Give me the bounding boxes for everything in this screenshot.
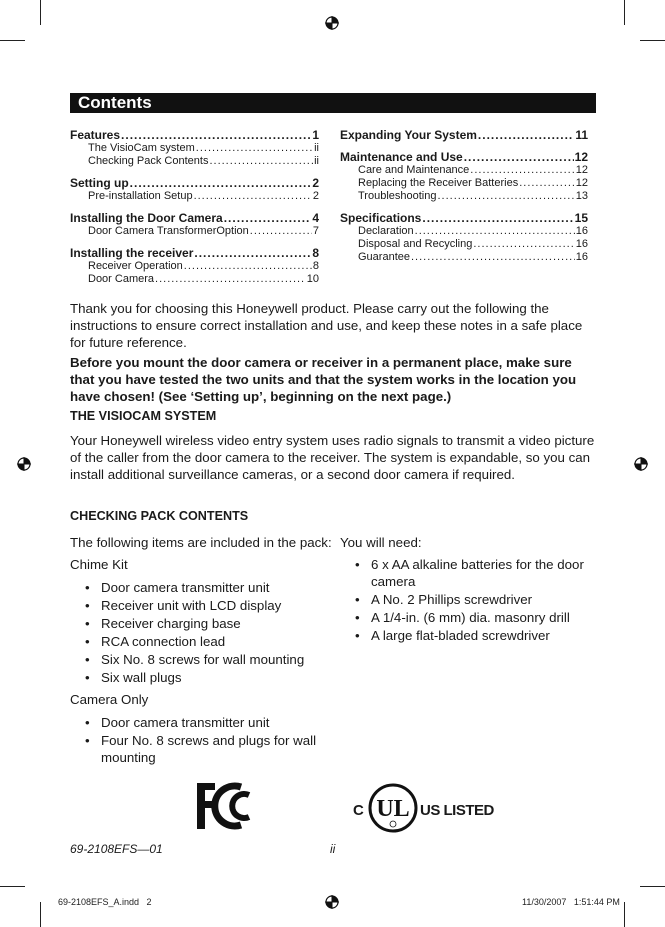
ul-listed-text: US LISTED (420, 802, 494, 819)
toc-leader-dots (155, 273, 306, 286)
list-item: • Six No. 8 screws for wall mounting (70, 651, 332, 668)
toc-leader-dots (470, 164, 574, 177)
toc-entry-page: 4 (312, 211, 319, 225)
crop-mark (640, 886, 665, 887)
list-item: • Door camera transmitter unit (70, 579, 332, 596)
toc-entry-page: 16 (575, 251, 588, 263)
list-item: • A 1/4-in. (6 mm) dia. masonry drill (340, 609, 602, 626)
toc-entry (340, 177, 588, 190)
svg-text:UL: UL (376, 796, 410, 822)
toc-leader-dots (224, 211, 312, 225)
toc-leader-dots (121, 128, 311, 142)
toc-entry-title: Installing the receiver (70, 246, 194, 260)
camera-only-label: Camera Only (70, 692, 149, 707)
toc-entry-page: 11 (575, 128, 588, 142)
toc-left-column (70, 128, 319, 286)
toc-entry-page: 8 (312, 260, 319, 272)
list-item: • Receiver charging base (70, 615, 332, 632)
toc-entry-title: The VisioCam system (88, 142, 195, 154)
toc-leader-dots (184, 260, 312, 273)
contents-title: Contents (78, 93, 152, 112)
toc-entry (70, 225, 319, 238)
toc-entry-page: 13 (575, 190, 588, 202)
toc-entry (70, 142, 319, 155)
toc-leader-dots (411, 251, 575, 264)
toc-entry-title: Disposal and Recycling (358, 238, 473, 250)
toc-entry (340, 211, 588, 225)
list-item: • A large flat-bladed screwdriver (340, 627, 602, 644)
toc-entry-page: 12 (575, 164, 588, 176)
toc-leader-dots (194, 246, 311, 260)
toc-entry (70, 273, 319, 286)
registration-mark-icon (633, 456, 649, 472)
fcc-logo-icon (195, 781, 259, 831)
list-item: • Door camera transmitter unit (70, 714, 332, 731)
toc-entry-title: Installing the Door Camera (70, 211, 223, 225)
toc-leader-dots (196, 142, 313, 155)
toc-entry-page: 16 (575, 225, 588, 237)
toc-entry-page: 1 (312, 128, 319, 142)
toc-entry-page: 7 (312, 225, 319, 237)
toc-leader-dots (422, 211, 573, 225)
crop-mark (624, 0, 625, 25)
intro-paragraph: Thank you for choosing this Honeywell product. Please carry out the following the instructions to ensure correct installation and use, and keep these notes in a safe place for future reference. (70, 301, 583, 350)
list-item: • A No. 2 Phillips screwdriver (340, 591, 602, 608)
fcc-logo (195, 781, 259, 831)
you-will-need-list (340, 556, 602, 644)
toc-entry-title: Maintenance and Use (340, 150, 463, 164)
toc-entry-title: Care and Maintenance (358, 164, 470, 176)
toc-entry-title: Door Camera TransformerOption (88, 225, 249, 237)
toc-entry (70, 246, 319, 260)
toc-entry-page: 12 (575, 177, 588, 189)
ul-listed-logo (353, 783, 498, 833)
toc-right-column (340, 128, 588, 264)
toc-entry-title: Checking Pack Contents (88, 155, 209, 167)
toc-leader-dots (130, 176, 312, 190)
registration-mark-icon (16, 456, 32, 472)
slug-timestamp: 11/30/2007 1:51:44 PM (522, 897, 620, 907)
toc-entry (340, 190, 588, 203)
crop-mark (0, 886, 25, 887)
toc-entry-title: Door Camera (88, 273, 155, 285)
toc-entry (70, 190, 319, 203)
toc-leader-dots (415, 225, 575, 238)
toc-entry-title: Expanding Your System (340, 128, 477, 142)
toc-leader-dots (250, 225, 312, 238)
crop-mark (40, 902, 41, 927)
toc-entry-page: 15 (574, 211, 588, 225)
ul-c-mark: C (353, 802, 364, 819)
chime-kit-label: Chime Kit (70, 557, 128, 572)
toc-entry-title: Features (70, 128, 121, 142)
toc-leader-dots (194, 190, 312, 203)
visiocam-paragraph: Your Honeywell wireless video entry system uses radio signals to transmit a video picture of the caller from the door camera to the receiver. The system is expandable, so you can install additional surveillance cameras, or a second door camera if required. (70, 433, 595, 482)
crop-mark (40, 0, 41, 25)
toc-entry (340, 238, 588, 251)
toc-leader-dots (209, 155, 313, 168)
contents-header (70, 93, 596, 113)
toc-entry-title: Troubleshooting (358, 190, 437, 202)
toc-entry-page: ii (314, 142, 319, 154)
camera-only-list (70, 714, 332, 766)
registration-mark-icon (324, 894, 340, 910)
crop-mark (640, 40, 665, 41)
doc-number: 69-2108EFS—01 (70, 842, 163, 856)
toc-leader-dots (519, 177, 575, 190)
registration-mark-icon (324, 15, 340, 31)
list-item: • 6 x AA alkaline batteries for the door camera (340, 556, 602, 590)
pack-intro: The following items are included in the pack: (70, 535, 332, 550)
toc-entry-title: Specifications (340, 211, 422, 225)
list-item: • Six wall plugs (70, 669, 332, 686)
toc-entry-title: Replacing the Receiver Batteries (358, 177, 519, 189)
toc-leader-dots (473, 238, 574, 251)
ul-circle-icon (367, 783, 419, 833)
toc-entry-title: Receiver Operation (88, 260, 183, 272)
list-item: • Receiver unit with LCD display (70, 597, 332, 614)
toc-entry-page: ii (314, 155, 319, 167)
toc-entry-title: Declaration (358, 225, 414, 237)
pack-heading: CHECKING PACK CONTENTS (70, 509, 249, 523)
toc-entry (340, 251, 588, 264)
list-item: • RCA connection lead (70, 633, 332, 650)
toc-entry (340, 150, 588, 164)
toc-entry-page: 8 (312, 246, 319, 260)
toc-leader-dots (437, 190, 574, 203)
list-item: • Four No. 8 screws and plugs for wall mounting (70, 732, 332, 766)
page-number: ii (330, 842, 336, 856)
toc-entry-page: 10 (306, 273, 319, 285)
toc-entry-title: Guarantee (358, 251, 410, 263)
toc-entry (340, 164, 588, 177)
toc-leader-dots (478, 128, 574, 142)
toc-entry (340, 128, 588, 142)
toc-entry (340, 225, 588, 238)
toc-entry-title: Setting up (70, 176, 129, 190)
visiocam-heading: THE VISIOCAM SYSTEM (70, 409, 217, 423)
toc-entry (70, 155, 319, 168)
toc-entry (70, 128, 319, 142)
toc-leader-dots (464, 150, 574, 164)
toc-entry-page: 2 (312, 176, 319, 190)
toc-entry-title: Pre-installation Setup (88, 190, 193, 202)
pack-right-column (340, 534, 602, 645)
pack-left-column (70, 534, 332, 767)
need-label: You will need: (340, 535, 422, 550)
toc-entry (70, 176, 319, 190)
slug-filename: 69-2108EFS_A.indd 2 (58, 897, 152, 907)
toc-entry-page: 12 (574, 150, 588, 164)
toc-entry-page: 2 (312, 190, 319, 202)
crop-mark (624, 902, 625, 927)
warning-paragraph: Before you mount the door camera or receiver in a permanent place, make sure that you have tested the two units and that the system works in the location you have chosen! (See ‘Setting up’, beginning on the next page.) (70, 355, 577, 404)
chime-kit-list (70, 579, 332, 686)
toc-entry (70, 260, 319, 273)
toc-entry (70, 211, 319, 225)
toc-entry-page: 16 (575, 238, 588, 250)
crop-mark (0, 40, 25, 41)
